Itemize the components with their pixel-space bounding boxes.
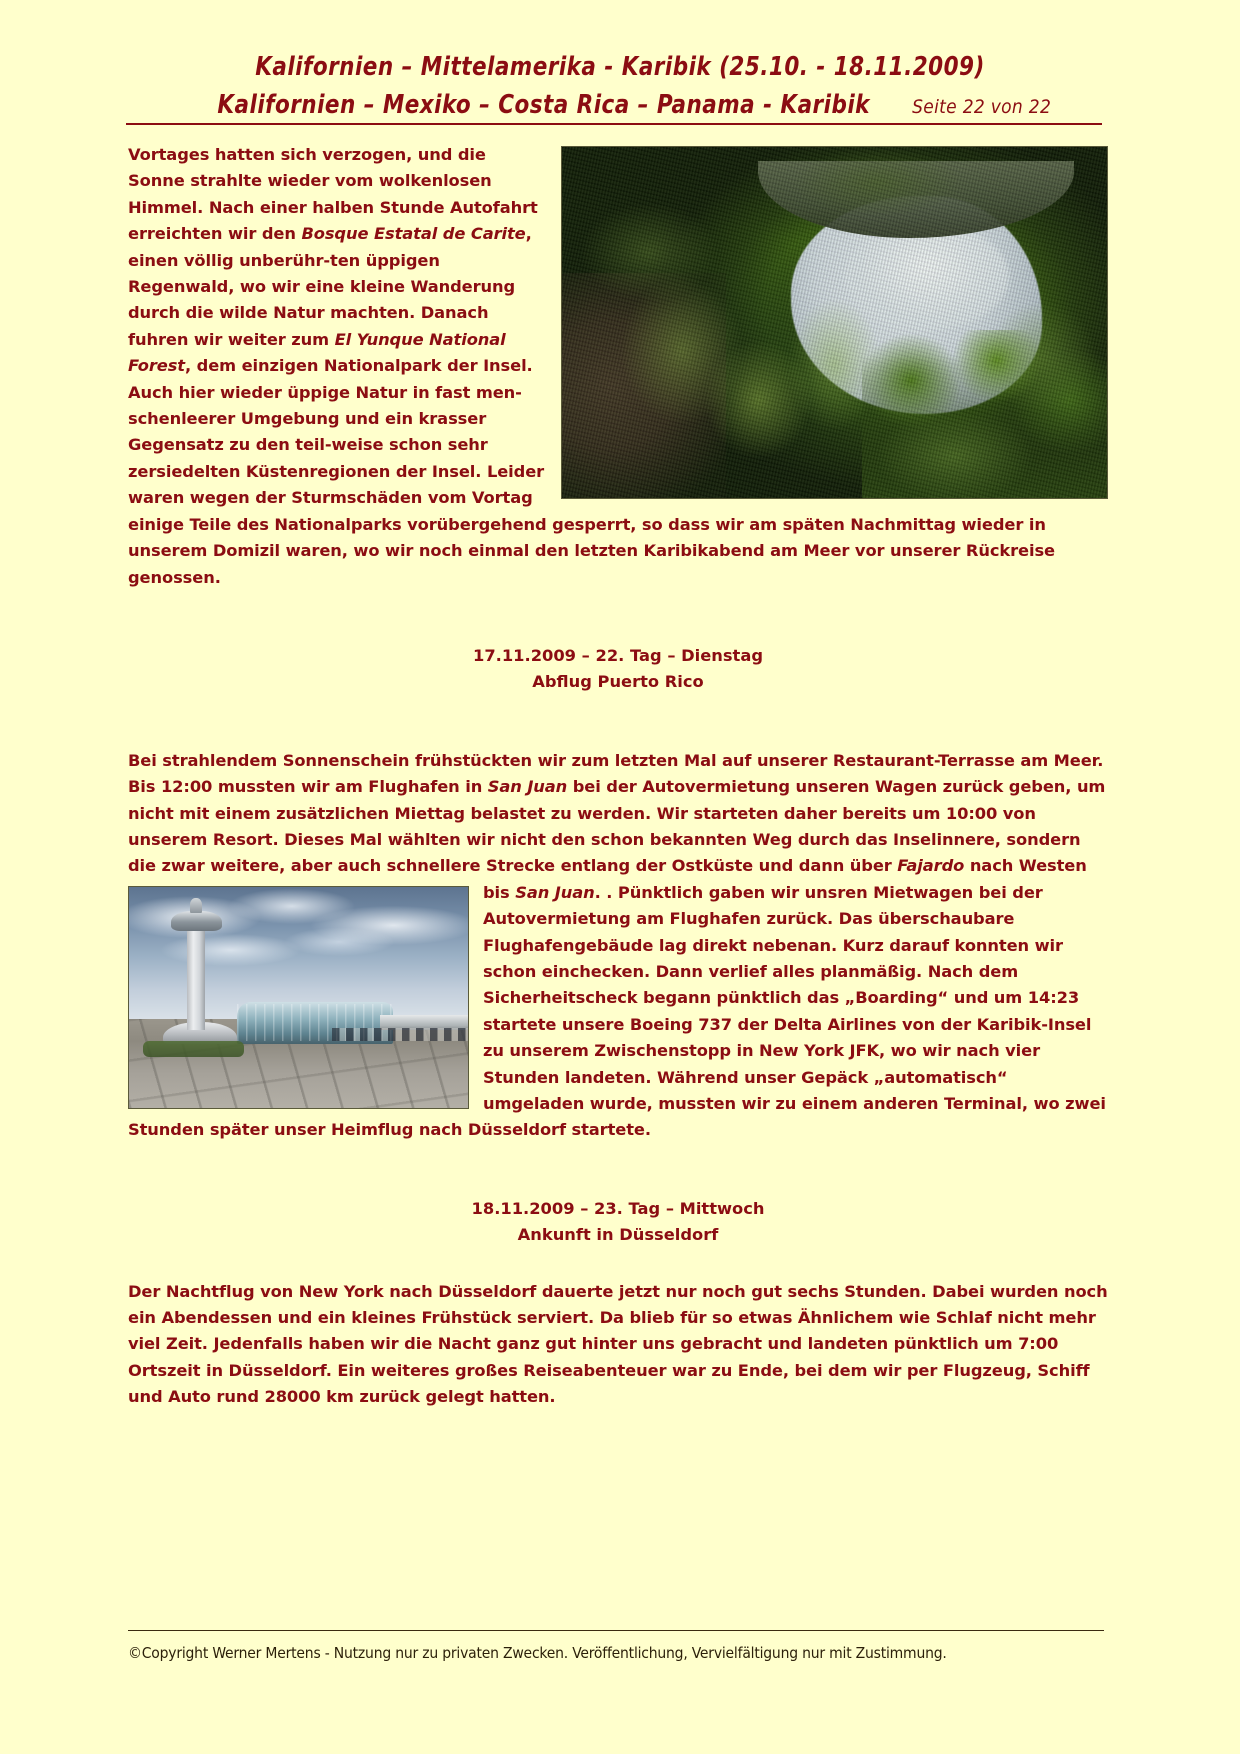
day22-heading — [128, 643, 1108, 696]
intro-text-part1: Vortages hatten sich verzogen, und die Sonne strahlte wieder vom wolkenlosen Himmel. Nach einer halben Stunde Autofahrt erreichten wir den — [128, 145, 538, 244]
header-divider — [126, 123, 1102, 125]
footer-copyright: ©Copyright Werner Mertens - Nutzung nur zu privaten Zwecken. Veröffentlichung, Vervielfältigung nur mit Zustimmung. — [128, 1644, 947, 1662]
day23-heading — [128, 1196, 1108, 1249]
day22-section — [128, 748, 1108, 1144]
control-tower-cab — [171, 911, 222, 931]
document-content — [128, 142, 1108, 1411]
intro-text-part3: , dem einzigen Nationalpark der Insel. Auch hier wieder üppige Natur in fast men-schenleerer Umgebung und ein krasser Gegensatz zu den teil-weise schon sehr zersiedelten Küstenregionen der Insel. Leider waren wegen der Sturmschäden vom Vortag einige Teile des Nationalparks vorübergehend gesperrt, so dass wir am späten Nachmittag wieder in unserem Domizil waren, wo wir noch einmal den letzten Karibikabend am Meer vor unserer Rückreise genossen. — [128, 356, 1056, 587]
day22-text-part2: bei der Autovermietung unseren Wagen zurück geben, um nicht mit einem zusätzlichen Miettag belastet zu werden. Wir starteten daher bereits um 10:00 von unserem Resort. Dieses Mal wählten wir nicht den schon bekannten Weg durch das Inselinnere, sondern die zwar weitere, aber auch schnellere Strecke entlang der Ostküste und dann über — [128, 777, 1106, 876]
header-title-line2: Kalifornien – Mexiko – Costa Rica – Panama - Karibik — [217, 90, 870, 120]
day23-heading-subtitle: Ankunft in Düsseldorf — [517, 1225, 719, 1245]
day23-heading-date: 18.11.2009 – 23. Tag – Mittwoch — [471, 1198, 765, 1218]
footer-divider — [128, 1630, 1104, 1631]
spacer-after-day22 — [128, 1144, 1108, 1196]
document-header — [0, 52, 1240, 120]
airport-greenery — [143, 1041, 245, 1056]
day22-text-part5: . Pünktlich gaben wir unsren Mietwagen bei der Autovermietung am Flughafen zurück. Das überschaubare Flughafengebäude lag direkt nebenan. Kurz darauf konnten wir schon einchecken. Dann verlief alles planmäßig. Nach dem Sicherheitscheck begann pünktlich das „Boarding“ und um 14:23 startete unsere Boeing 737 der Delta Airlines von der Karibik-Insel zu unserem Zwischenstopp in New York JFK, wo wir nach vier Stunden landeten. Während unser Gepäck „automatisch“ umgeladen wurde, mussten wir zu einem anderen Terminal, wo zwei Stunden später unser Heimflug nach Düsseldorf startete. — [128, 882, 1106, 1140]
control-tower-antenna — [190, 898, 202, 913]
day22-text-part4: . — [594, 882, 601, 902]
day22-italic-fajardo: Fajardo — [897, 856, 965, 876]
intro-italic-yunque: El Yunque National Forest — [128, 329, 506, 376]
day22-heading-date: 17.11.2009 – 22. Tag – Dienstag — [473, 645, 763, 665]
day22-italic-sanjuan-1: San Juan — [487, 777, 568, 797]
day22-paragraph — [128, 748, 1108, 1144]
day23-paragraph: Der Nachtflug von New York nach Düsseldorf dauerte jetzt nur noch gut sechs Stunden. Dabei wurden noch ein Abendessen und ein kleines Frühstück serviert. Da blieb für so etwas Ähnlichem wie Schlaf nicht mehr viel Zeit. Jedenfalls haben wir die Nacht ganz gut hinter uns gebracht und landeten pünktlich um 7:00 Ortszeit in Düsseldorf. Ein weiteres großes Reiseabenteuer war zu Ende, bei dem wir per Flugzeug, Schiff und Auto rund 28000 km zurück gelegt hatten. — [128, 1281, 1108, 1407]
rainforest-texture-layer — [562, 147, 1107, 498]
header-subtitle-row — [0, 90, 1240, 120]
control-tower-shaft — [187, 924, 206, 1030]
page-indicator: Seite 22 von 22 — [912, 96, 1052, 118]
san-juan-airport-photo — [128, 886, 469, 1109]
spacer-after-intro — [128, 591, 1108, 643]
spacer-before-day23-body — [128, 1249, 1108, 1279]
spacer-before-day22-body — [128, 696, 1108, 748]
day22-italic-sanjuan-2: San Juan — [515, 882, 595, 902]
header-title-line1: Kalifornien – Mittelamerika - Karibik (25.10. - 18.11.2009) — [255, 52, 985, 82]
day22-text-part3: nach Westen bis — [483, 856, 1087, 902]
intro-italic-bosque: Bosque Estatal de Carite — [301, 224, 526, 244]
airport-parked-cars — [332, 1028, 468, 1041]
intro-text-part2: , einen völlig unberühr-ten üppigen Regenwald, wo wir eine kleine Wanderung durch die wilde Natur machten. Danach fuhren wir weiter zum — [128, 224, 532, 349]
day22-text-part1: Bei strahlendem Sonnenschein frühstückten wir zum letzten Mal auf unserer Restaurant-Terrasse am Meer. Bis 12:00 mussten wir am Flughafen in — [128, 750, 1104, 797]
day22-heading-subtitle: Abflug Puerto Rico — [532, 672, 704, 692]
rainforest-sinkhole-photo — [561, 146, 1108, 499]
intro-section — [128, 142, 1108, 591]
